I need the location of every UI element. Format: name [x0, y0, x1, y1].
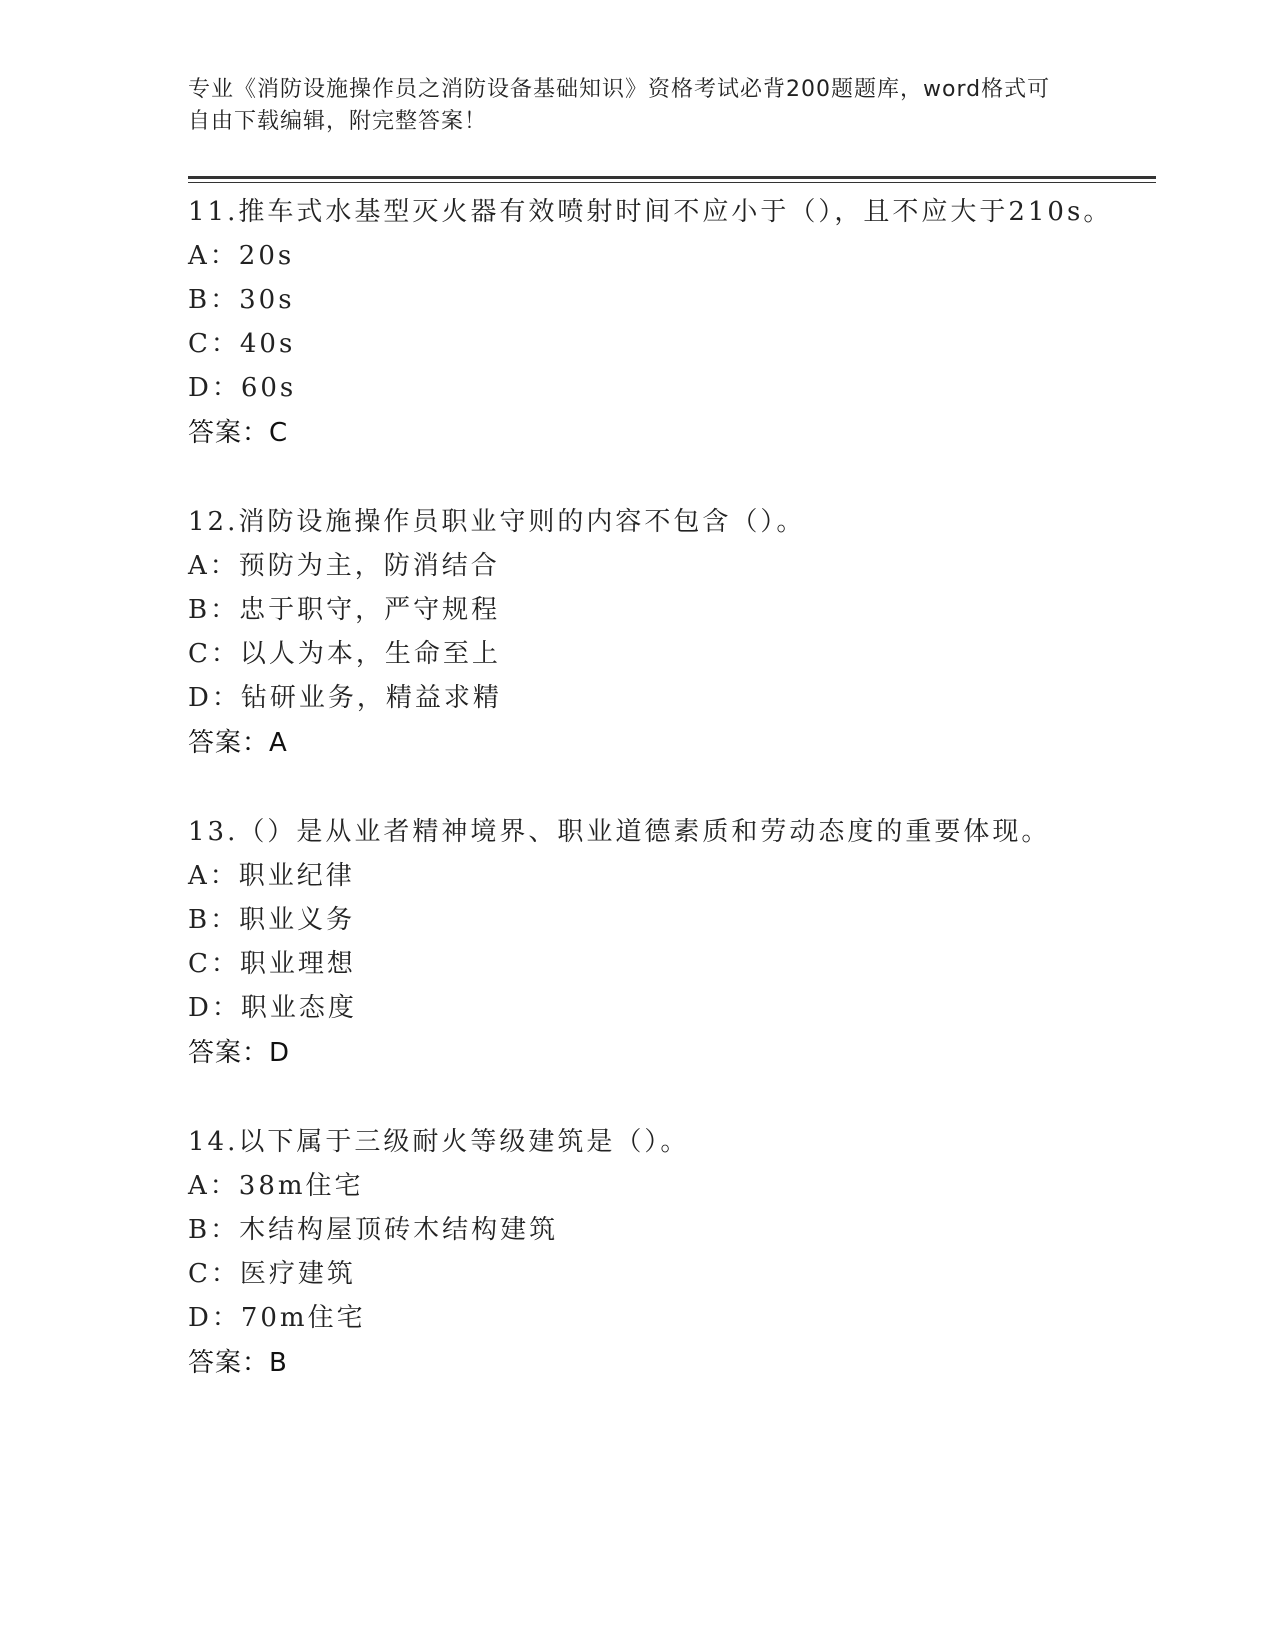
question-stem: 11.推车式水基型灭火器有效喷射时间不应小于（），且不应大于210s。	[188, 197, 1113, 227]
question-item	[188, 1120, 1156, 1386]
question-stem: 12.消防设施操作员职业守则的内容不包含（）。	[188, 507, 806, 537]
option-a: A：20s	[188, 241, 295, 271]
question-stem: 13.（）是从业者精神境界、职业道德素质和劳动态度的重要体现。	[188, 817, 1051, 847]
question-item	[188, 810, 1156, 1076]
answer-text: 答案：D	[188, 1038, 291, 1068]
option-b: B：30s	[188, 285, 295, 315]
answer-text: 答案：A	[188, 728, 288, 758]
option-c: C：职业理想	[188, 949, 356, 979]
option-d: D：60s	[188, 373, 297, 403]
option-c: C：以人为本，生命至上	[188, 639, 501, 669]
option-c: C：医疗建筑	[188, 1259, 356, 1289]
option-b: B：职业义务	[188, 905, 356, 935]
question-stem: 14.以下属于三级耐火等级建筑是（）。	[188, 1127, 690, 1157]
document-title: 专业《消防设施操作员之消防设备基础知识》资格考试必背200题题库，word格式可自由下载编辑，附完整答案！	[188, 77, 1051, 134]
answer-text: 答案：C	[188, 418, 289, 448]
header-divider-thin	[188, 182, 1156, 183]
answer-text: 答案：B	[188, 1348, 288, 1378]
option-d: D：职业态度	[188, 993, 357, 1023]
option-c: C：40s	[188, 329, 296, 359]
option-b: B：木结构屋顶砖木结构建筑	[188, 1215, 559, 1245]
option-a: A：预防为主，防消结合	[188, 551, 500, 581]
option-d: D：70m住宅	[188, 1303, 366, 1333]
option-a: A：38m住宅	[188, 1171, 364, 1201]
option-a: A：职业纪律	[188, 861, 355, 891]
option-d: D：钻研业务，精益求精	[188, 683, 502, 713]
question-list	[188, 190, 1156, 1430]
question-item	[188, 500, 1156, 766]
question-item	[188, 190, 1156, 456]
header-divider-thick	[188, 176, 1156, 179]
option-b: B：忠于职守，严守规程	[188, 595, 501, 625]
